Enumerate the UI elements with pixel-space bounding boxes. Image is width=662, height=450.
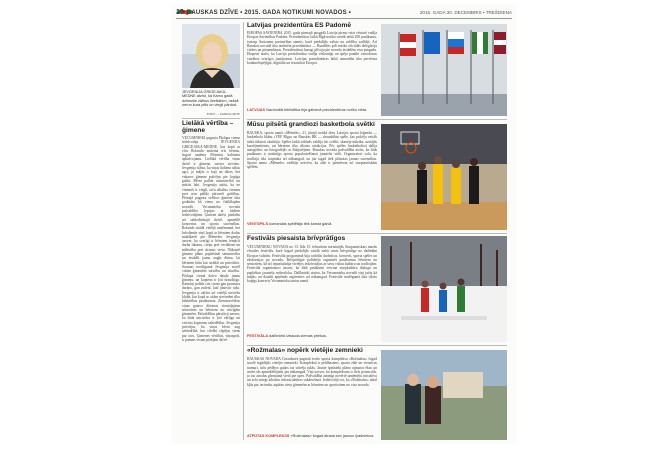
article-2-heading: Mūsu pilsētā grandiozi basketbola svētki bbox=[247, 121, 375, 128]
portrait-caption: JEVGENIJA GRIGEJAKA-MEDNE atzīst, ka Kamo gadā dzimušie zātšus ilvelkšiem, neksē nerun kura pēls un viegli pārdod. bbox=[182, 90, 239, 108]
article-3-caption: FESTIVĀLA dalībnieki izbauda ziemas priekus. bbox=[247, 334, 328, 338]
separator-1 bbox=[247, 119, 507, 120]
article-1-caption: LATVIJAS Nacionālā bibliotēka bija galvenā prezidentūras norišu vieta. bbox=[247, 108, 368, 112]
left-article-body: VECUMNIEKI pagasta Pārlupa ciema iedzīvotāja JEVGENIJA GRIGEJAKA-MEDNE, kas kopā ar vīru Rolandu audzina trīs bērnus, šogad saņēma Ministru kabineta apbalvojumu. Lielākā vērtība viņas dzīvē ir ģimene, uzsver sieviete. Jevgenija stāsta, ka viņas ikdiena sākas agri, jo mājās ir lopi un dārzs, bet vakaros ģimene pulcējas pie kopīga galda. Bērni palīdz saimniecībā un mācās labi. Jevgenija atzīst, ka ne vienmēr ir viegli, taču atbalsts vienam pret otru palīdz pārvarēt grūtības. Pērnajā pagasta svētkos ģimene tika godināta kā viena no čaklākajām novadā. Vecumnieku novada pašvaldība lepojas ar tādiem iedzīvotājiem. Ģimene aktīvi piedalās arī sabiedriskajā dzīvē, apmeklē koncertus un sporta sacensības. Rolands strādā vietējā uzņēmumā, bet brīvdienās viņš kopā ar bērniem dodas makšķerēt pie Mēmeles. Jevgenija uzsver, ka svarīgi ir bērniem iemācīt darba tikumu, cieņu pret vecākiem un mīlestību pret dzimto vietu. Nākotnē ģimene plāno paplašināt saimniecību un iestādīt jaunu augļu dārzu, lai bērniem būtu kur strādāt un priecāties. Sarunas noslēgumā Jevgenija novēl visām ģimenēm saticību un izturību. Pārlupa ciemā dzīvo daudz jaunu ģimeņu, un kopiena ir ļoti draudzīga. Kaimiņi palīdz cits citam gan pavasara darbos, gan rudenī, kad jānovāc raža. Jevgenija ir aktīva arī vietējā sieviešu klubā, kur kopā ar citām sievietēm rīko labdarības pasākumus. Ziemassvētkos viņas gatavo dāvanas vientuļajiem senioriem un bērniem no trūcīgām ģimenēm. Pašvaldības pārstāvji uzsver, ka šāda iniciatīva ir ļoti vērtīga un veicina kopienas saliedētību. Jevgenija priecājas, ka viņas bērni aug sabiedrībā, kur cilvēki rūpējas viens par otru. Ģimenes vērtības, viņasprāt, ir pamats visam pārējam dzīvē. bbox=[182, 136, 240, 342]
left-article-heading: Lielākā vērtība – ģimene bbox=[182, 120, 234, 134]
article-4-caption: ATPŪTAS KOMPLEKSS «Rožmalas» šogad atrada sev jaunus īpašniekus. bbox=[247, 434, 375, 438]
header-rule bbox=[176, 18, 512, 19]
article-3-photo bbox=[381, 236, 507, 342]
article-4-heading: «Rožmalas» nopērk vietējie zemnieki bbox=[247, 347, 363, 354]
article-4-photo bbox=[381, 350, 507, 440]
issue-date: 2015. GADA 30. DECEMBRIS • TREŠDIENA bbox=[419, 10, 512, 15]
portrait-credit: FOTO — ZANDA OKTE bbox=[206, 112, 240, 116]
page-header bbox=[176, 8, 512, 17]
column-divider bbox=[243, 22, 244, 440]
article-1-body: EIROPAS SAVIENĪBĀ 2015. gada pirmajā pusgadā Latvija pirmo reizi vēsturē vadīja Eiropas Savienības Padomi. Prezidentūras laikā Rīgā notika vairāk nekā 200 pasākumu, tostarp Austrumu partnerības samits, kurā piedalījās valstu un valdību vadītāji. Arī Bauskas novadā tika atzīmēta prezidentūra — Rundāles pilī notika oficiālās delegāciju vizītes un pieņemšanas. Prezidentūras karogi plīvoja pie novada iestādēm visu pusgadu. Eksperti atzīst, ka Latvija prezidentūru vadīja veiksmīgi un spēja panākt vienošanos vairākos svarīgos jautājumos. Latvijas prezidentūras laikā uzmanība tika pievērsta konkurētspējīgai, digitālai un iesaistītai Eiropai. bbox=[247, 31, 377, 66]
article-4-body: BAUSKAS NOVADA Ceraukstes pagastā esošo sporta kompleksu «Rožmalas» šogad izsolē iegādājās vietējie zemnieki. Kompleksā ir peldbaseins, sporta zāle un viesnīcas numuri, taču pēdējos gados tas stāvēja tukšs. Jaunie īpašnieki plāno atjaunot ēkas un atvērt tās apmeklētājiem jau nākamgad. Viņi uzsver, ka kompleksam ir liels potenciāls, jo tas atrodas gleznainā vietā pie upes. Pašvaldība atzinīgi novērtē uzņēmēju iniciatīvu un sola sniegt atbalstu infrastruktūras sakārtošanā. Iedzīvotāji cer, ka «Rožmalas» atkal kļūs par iecienītu atpūtas vietu ģimenēm ar bērniem un sportistiem no visa novada. bbox=[247, 357, 377, 387]
article-3-body: VECUMNIEKU NOVADA no 13. līdz 15. februārim norisinājās Starptautiskais mazās vēstules festivāls, kurā šogad piedalījās vairāk nekā simts brīvprātīgo no dažādām Eiropas valstīm. Festivāla programmā bija radošās darbnīcas, koncerti, sporta spēles un ekskursijas pa novadu. Brīvprātīgie palīdzēja organizēt pasākumus bērniem un senioriem, kā arī iepazīstināja vietējos iedzīvotājus ar savu valstu kultūru un tradīcijām. Festivāla organizatori uzsver, ka šādi pasākumi veicina starpkultūru dialogu un paplašina jauniešu redzesloku. Dalībnieki atzina, ka Vecumnieku novadā viņi jutās kā mājās, un daudzi apņēmās atgriezties arī nākamgad. Festivāla noslēgumā tika rīkots kopīgs koncerts Vecumnieku tautas namā. bbox=[247, 245, 377, 284]
article-2-photo bbox=[381, 124, 507, 230]
separator-2 bbox=[247, 233, 507, 234]
article-2-caption: VENTSPILS komandas spēlētājs tiek karsta galvā. bbox=[247, 222, 333, 226]
article-2-body: BAUSKĀ, sporta namā «Mēmele», 21. jūnijā notika divu Latvijas sporta leģendu — basketbola klubu «VEF Rīga» un Bauskas BK — draudzības spēle, kas pulcēja vairāk nekā tūkstoti skatītāju. Spēles laikā tribīnēs valdīja īsti svētki: skanēja mūzika, uzstājās karsējmeitenes, un bērniem tika rīkotas atrakcijas. Pēc spēles basketbolisti dalīja autogrāfus un fotografējās ar līdzjutējiem. Bauskas novada pašvaldība atzīst, ka šāds pasākums ir nozīmīgs sporta popularizēšanai jauniešu vidū. Organizatori sola, ka tradīcija tiks turpināta arī nākamgad, un jau tagad tiek plānotas jaunas sacensības. Sporta nama «Mēmele» vadītājs uzsvēra, ka zāle ir piemērota arī starptautiskām spēlēm. bbox=[247, 131, 377, 170]
section-title: BAUSKAS DZĪVE • 2015. GADA NOTIKUMI NOVADOS • bbox=[186, 9, 352, 16]
portrait-photo bbox=[182, 24, 240, 88]
page-number: 10 bbox=[176, 9, 184, 16]
article-1-photo bbox=[381, 24, 507, 116]
article-3-heading: Festivāls piesaista brīvprātīgos bbox=[247, 235, 346, 242]
separator-3 bbox=[247, 345, 507, 346]
left-separator bbox=[182, 118, 240, 119]
article-1-heading: Latvijas prezidentūra ES Padomē bbox=[247, 22, 352, 29]
